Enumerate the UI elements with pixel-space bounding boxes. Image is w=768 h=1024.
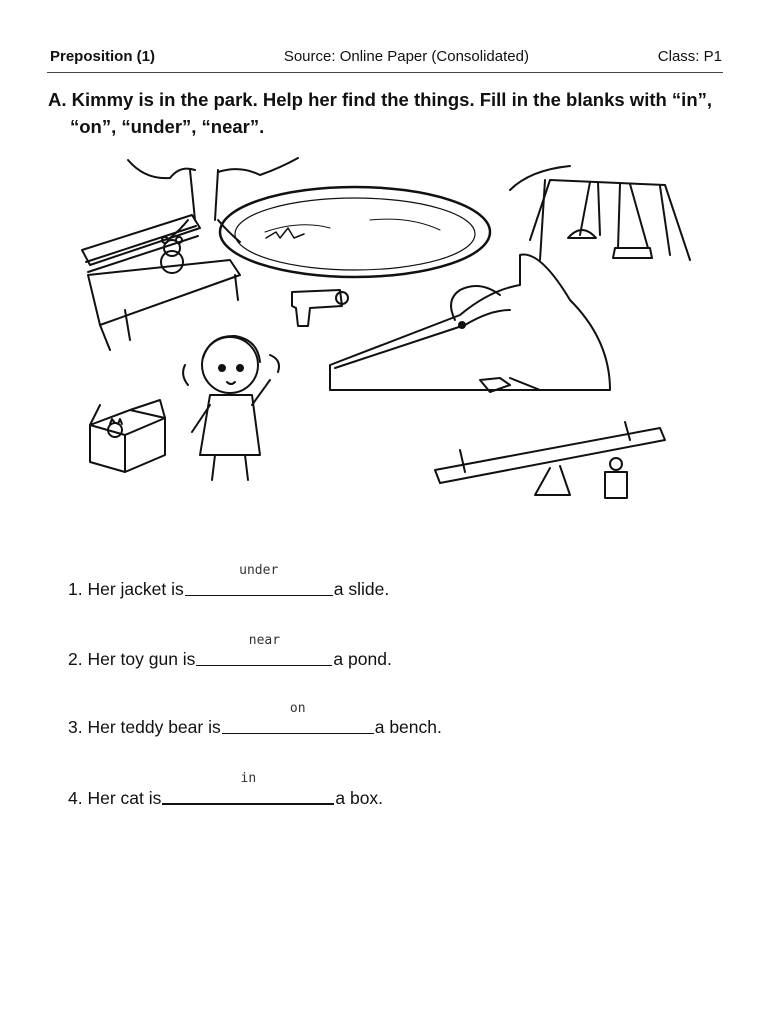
- seesaw-illustration: [435, 422, 665, 498]
- worksheet-title: Preposition (1): [50, 47, 156, 65]
- question-1: [68, 563, 390, 600]
- question-1-suffix: a slide.: [333, 579, 390, 599]
- answer-4: in: [240, 771, 257, 786]
- swing-set-illustration: [510, 166, 690, 260]
- worksheet-class: Class: P1: [657, 47, 722, 65]
- worksheet-source: Source: Online Paper (Consolidated): [283, 47, 529, 65]
- question-2: [68, 633, 392, 670]
- question-4-prefix: 4. Her cat is: [68, 788, 162, 808]
- question-3-prefix: 3. Her teddy bear is: [68, 717, 221, 737]
- pond-illustration: [220, 187, 490, 277]
- answer-3: on: [289, 701, 306, 716]
- answer-2: near: [248, 633, 281, 648]
- elephant-slide-illustration: [330, 255, 610, 392]
- bench-illustration: [82, 215, 240, 350]
- toy-gun-illustration: [292, 290, 348, 326]
- question-4: [68, 771, 384, 809]
- question-3: [68, 701, 442, 738]
- question-3-suffix: a bench.: [374, 717, 442, 737]
- page-header: [50, 44, 722, 68]
- question-2-prefix: 2. Her toy gun is: [68, 649, 196, 669]
- header-divider: [47, 72, 723, 73]
- instruction-line-2: “on”, “under”, “near”.: [70, 116, 265, 137]
- park-illustration: [70, 150, 700, 520]
- answer-1: under: [239, 563, 279, 578]
- girl-illustration: [183, 336, 279, 480]
- answer-blank-3[interactable]: [222, 701, 374, 734]
- question-2-suffix: a pond.: [333, 649, 392, 669]
- answer-blank-2[interactable]: [196, 633, 332, 666]
- question-4-suffix: a box.: [335, 788, 384, 808]
- answer-blank-4[interactable]: [162, 771, 334, 805]
- cat-box-illustration: [90, 400, 165, 472]
- answer-blank-1[interactable]: [185, 563, 333, 596]
- instruction-line-1: A. Kimmy is in the park. Help her find the things. Fill in the blanks with “in”,: [48, 89, 713, 110]
- question-1-prefix: 1. Her jacket is: [68, 579, 184, 599]
- instruction: [48, 86, 728, 140]
